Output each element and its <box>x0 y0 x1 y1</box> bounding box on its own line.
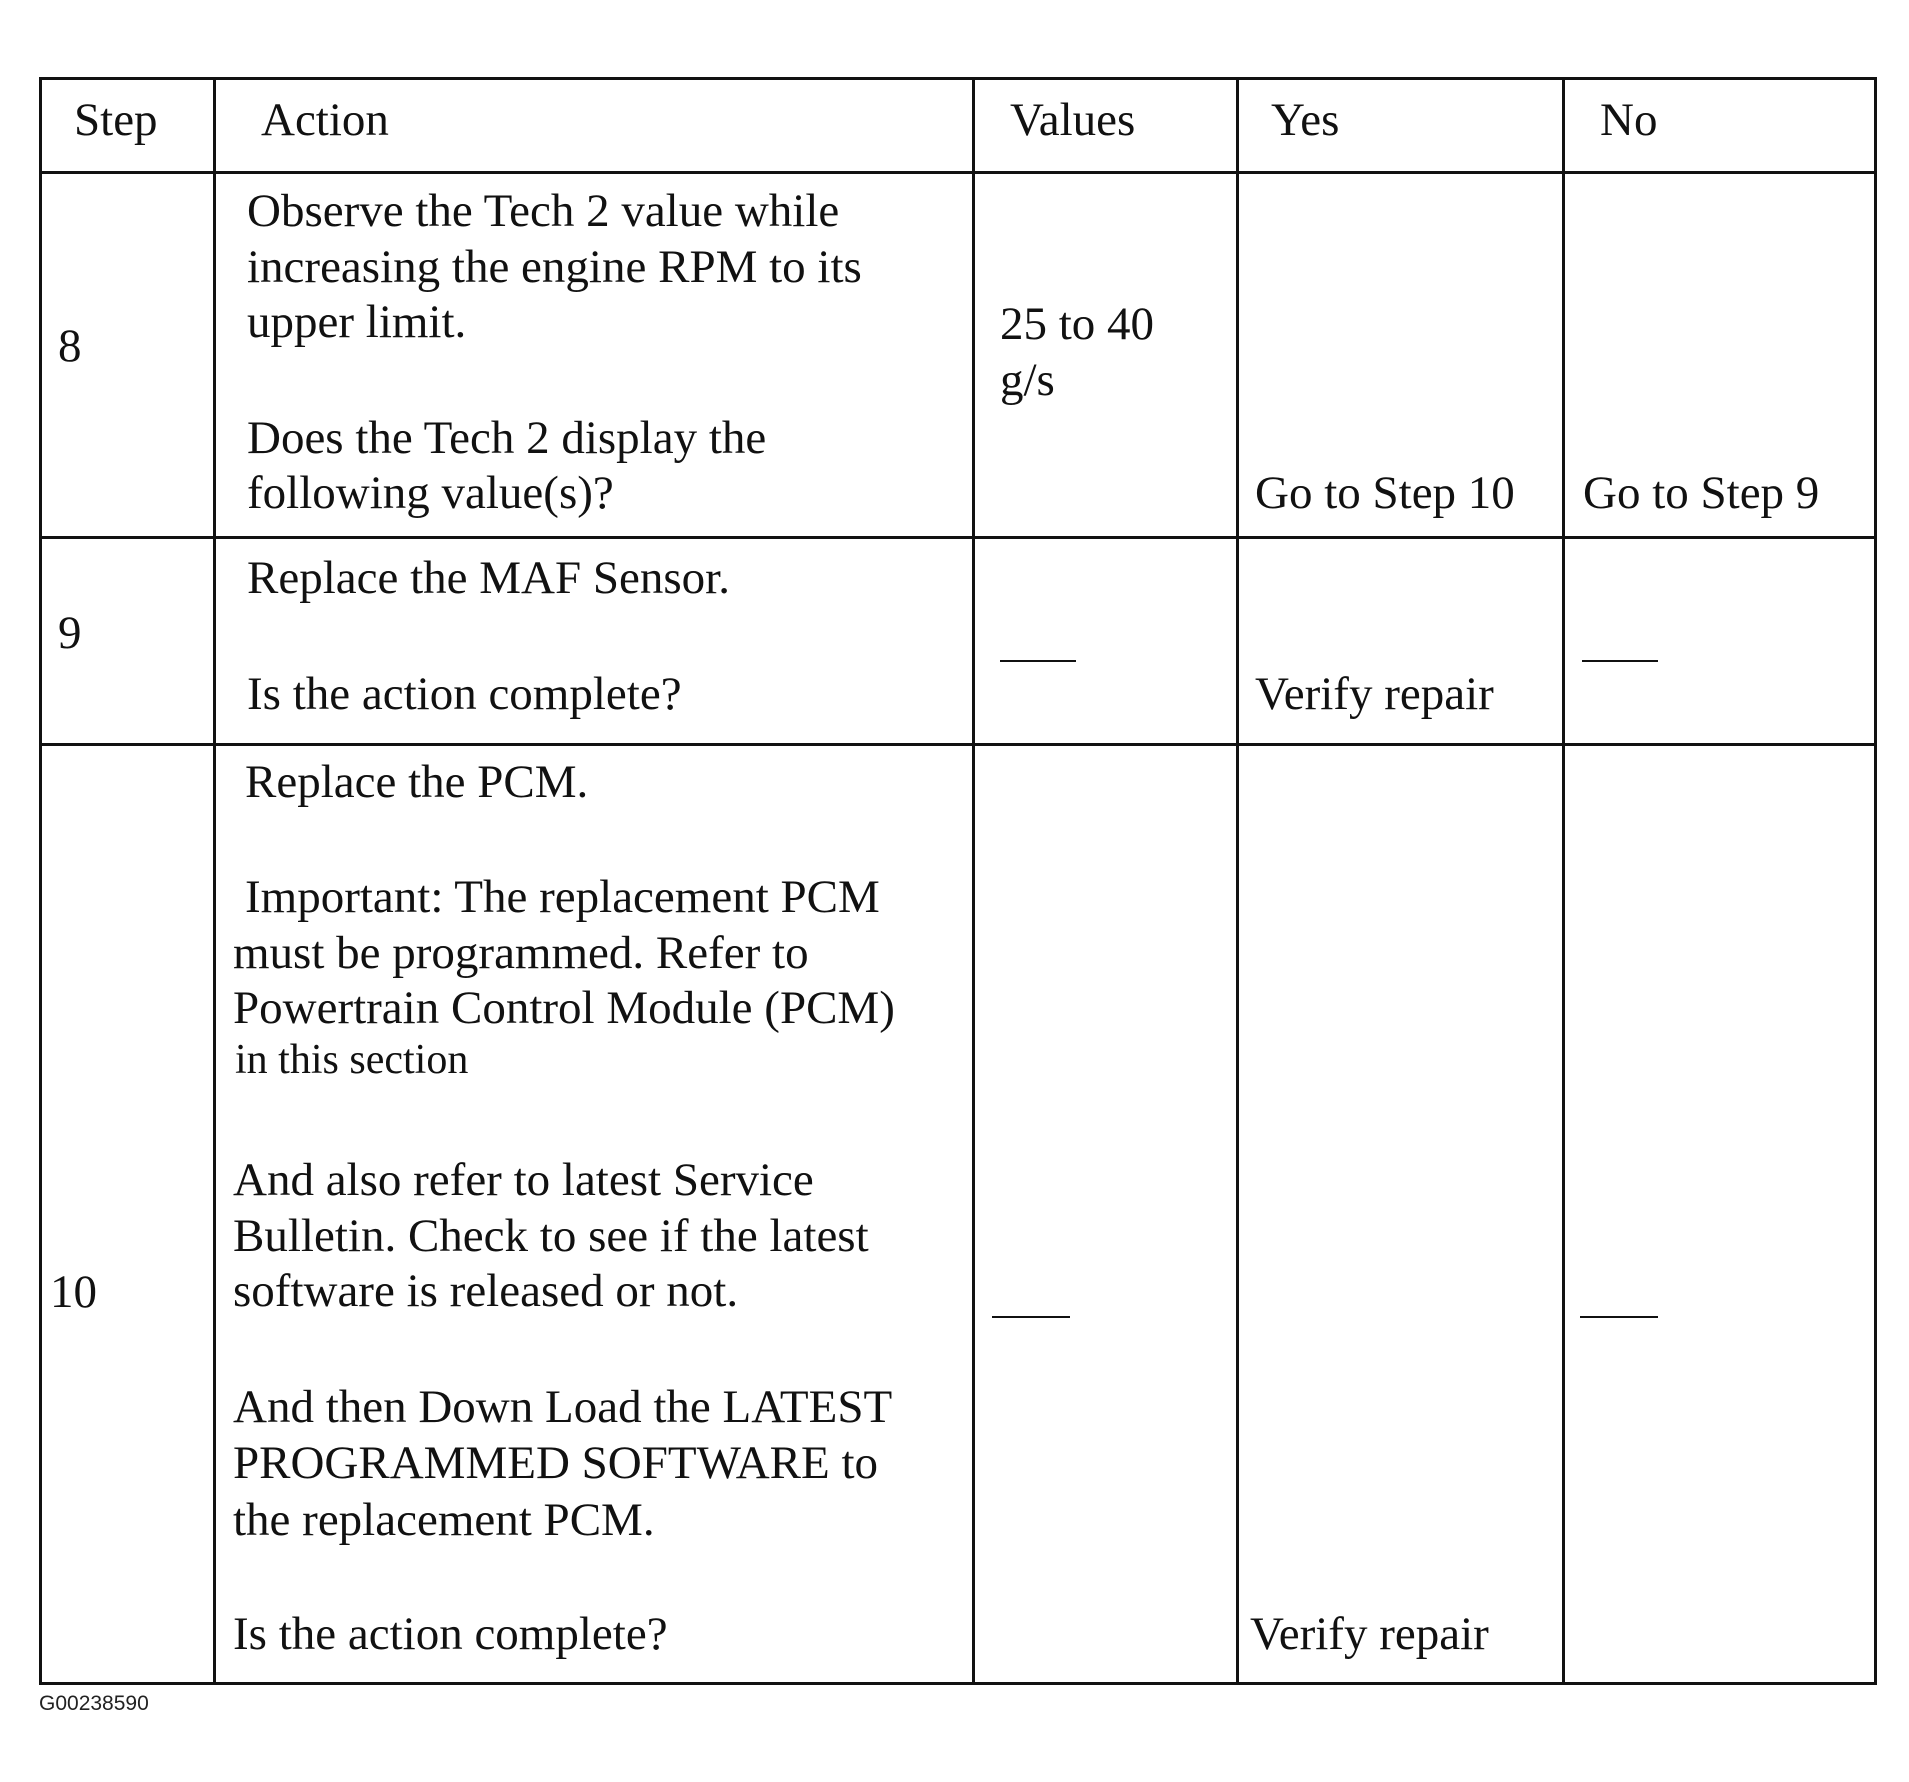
action-text: Replace the PCM. <box>245 756 589 808</box>
header-values: Values <box>1010 94 1136 146</box>
values-text: g/s <box>1000 354 1055 406</box>
column-divider <box>972 80 975 1682</box>
action-text: Replace the MAF Sensor. <box>247 552 730 604</box>
header-yes: Yes <box>1271 94 1340 146</box>
column-divider <box>1562 80 1565 1682</box>
step-number: 9 <box>58 607 82 659</box>
header-no: No <box>1600 94 1658 146</box>
action-text: Important: The replacement PCM <box>245 871 880 923</box>
action-text: Bulletin. Check to see if the latest <box>233 1210 869 1262</box>
empty-value-dash <box>1582 660 1658 662</box>
action-text: upper limit. <box>247 296 467 348</box>
header-step: Step <box>74 94 158 146</box>
action-text: And also refer to latest Service <box>233 1154 814 1206</box>
empty-value-dash <box>1000 660 1076 662</box>
yes-result: Go to Step 10 <box>1255 467 1515 519</box>
action-text: software is released or not. <box>233 1265 739 1317</box>
empty-value-dash <box>992 1316 1070 1318</box>
figure-id: G00238590 <box>39 1692 149 1715</box>
action-text: Does the Tech 2 display the <box>247 412 767 464</box>
step-number: 10 <box>50 1266 97 1318</box>
action-text: Is the action complete? <box>247 668 682 720</box>
yes-result: Verify repair <box>1255 668 1494 720</box>
empty-value-dash <box>1580 1316 1658 1318</box>
action-text: in this section <box>235 1037 469 1083</box>
action-text: Powertrain Control Module (PCM) <box>233 982 895 1034</box>
row-divider <box>42 171 1874 174</box>
action-text: the replacement PCM. <box>233 1494 655 1546</box>
no-result: Go to Step 9 <box>1583 467 1820 519</box>
column-divider <box>1236 80 1239 1682</box>
column-divider <box>213 80 216 1682</box>
values-text: 25 to 40 <box>1000 298 1155 350</box>
diagnostic-table <box>39 77 1877 1685</box>
action-text: following value(s)? <box>247 467 614 519</box>
row-divider <box>42 743 1874 746</box>
action-text: PROGRAMMED SOFTWARE to <box>233 1437 879 1489</box>
row-divider <box>42 536 1874 539</box>
action-text: Observe the Tech 2 value while <box>247 185 840 237</box>
action-text: And then Down Load the LATEST <box>233 1381 893 1433</box>
action-text: increasing the engine RPM to its <box>247 241 862 293</box>
action-text: Is the action complete? <box>233 1608 668 1660</box>
header-action: Action <box>261 94 389 146</box>
action-text: must be programmed. Refer to <box>233 927 809 979</box>
yes-result: Verify repair <box>1250 1608 1489 1660</box>
step-number: 8 <box>58 320 82 372</box>
